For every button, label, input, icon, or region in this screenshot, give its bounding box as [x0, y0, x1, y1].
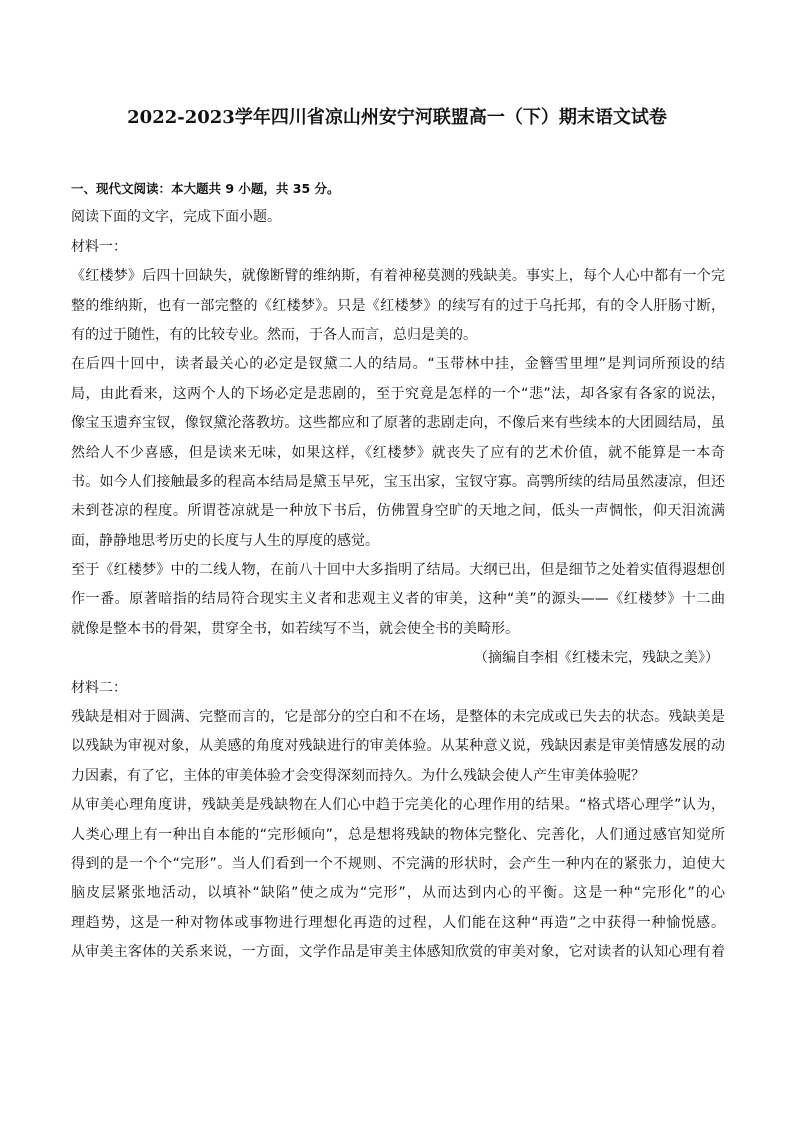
text-line: 在后四十回中，读者最关心的必定是钗黛二人的结局。“玉带林中挂，金簪雪里埋”是判词所预设的结 [71, 356, 725, 373]
text-line: 局，由此看来，这两个人的下场必定是悲剧的，至于究竟是怎样的一个“悲”法，却各家有各家的说法， [71, 385, 725, 402]
material-label: 材料一： [71, 238, 127, 255]
text-line: 理趋势，这是一种对物体或事物进行理想化再造的过程，人们能在这种“再造”之中获得一种愉悦感。 [71, 914, 725, 931]
text-line: 《红楼梦》后四十回缺失，就像断臂的维纳斯，有着神秘莫测的残缺美。事实上，每个人心中都有一个完 [71, 268, 725, 285]
text-line: 从审美主客体的关系来说，一方面，文学作品是审美主体感知欣赏的审美对象，它对读者的认知心理有着 [71, 944, 725, 961]
text-line: 有的过于随性，有的比较专业。然而，于各人而言，总归是美的。 [71, 326, 477, 343]
text-line: 面，静静地思考历史的长度与人生的厚度的感觉。 [71, 532, 379, 549]
text-line: 力因素，有了它，主体的审美体验才会变得深刻而持久。为什么残缺会使人产生审美体验呢？ [71, 767, 645, 784]
text-line: 作一番。原著暗指的结局符合现实主义者和悲观主义者的审美，这种“美”的源头——《红楼梦》十二曲 [71, 591, 725, 608]
text-line: 就像是整本书的骨架，贯穿全书，如若续写不当，就会使全书的美畸形。 [71, 620, 519, 637]
text-line: 人类心理上有一种出自本能的“完形倾向”，总是想将残缺的物体完整化、完善化，人们通过感官知觉所 [71, 826, 725, 843]
text-line: 书。如今人们接触最多的程高本结局是黛玉早死，宝玉出家，宝钗守寡。高鹗所续的结局虽然凄凉，但还 [71, 473, 725, 490]
text-line: 然给人不少喜感，但是读来无味，如果这样，《红楼梦》就丧失了应有的艺术价值，就不能算是一本奇 [71, 444, 725, 461]
text-line: 以残缺为审视对象，从美感的角度对残缺进行的审美体验。从某种意义说，残缺因素是审美情感发展的动 [71, 738, 725, 755]
text-line: 至于《红楼梦》中的二线人物，在前八十回中大多指明了结局。大纲已出，但是细节之处着实值得遐想创 [71, 562, 725, 579]
text-line: 像宝玉遗弃宝钗，像钗黛沦落教坊。这些都应和了原著的悲剧走向，不像后来有些续本的大团圆结局，虽 [71, 415, 725, 432]
text-line: 未到苍凉的程度。所谓苍凉就是一种放下书后，仿佛置身空旷的天地之间，低头一声惆怅，仰天泪流满 [71, 503, 725, 520]
text-line: 得到的是一个个“完形”。当人们看到一个不规则、不完满的形状时，会产生一种内在的紧张力，迫使大 [71, 855, 725, 872]
text-line: 脑皮层紧张地活动，以填补“缺陷”使之成为“完形”，从而达到内心的平衡。这是一种“完形化”的心 [71, 885, 725, 902]
text-line: 整的维纳斯，也有一部完整的《红楼梦》。只是《红楼梦》的续写有的过于乌托邦，有的令人肝肠寸断， [71, 297, 725, 314]
section-heading: 一、现代文阅读：本大题共 9 小题，共 35 分。 [71, 181, 340, 196]
material-label: 材料二： [71, 679, 127, 696]
text-line: 残缺是相对于圆满、完整而言的，它是部分的空白和不在场，是整体的未完成或已失去的状态。残缺美是 [71, 709, 725, 726]
text-line: 从审美心理角度讲，残缺美是残缺物在人们心中趋于完美化的心理作用的结果。“格式塔心理学”认为， [71, 797, 725, 814]
instruction-text: 阅读下面的文字，完成下面小题。 [71, 209, 281, 226]
source-citation: （摘编自李相《红楼未完，残缺之美》） [474, 650, 719, 667]
page-title: 2022-2023学年四川省凉山州安宁河联盟高一（下）期末语文试卷 [127, 107, 667, 128]
document-body [71, 174, 725, 968]
